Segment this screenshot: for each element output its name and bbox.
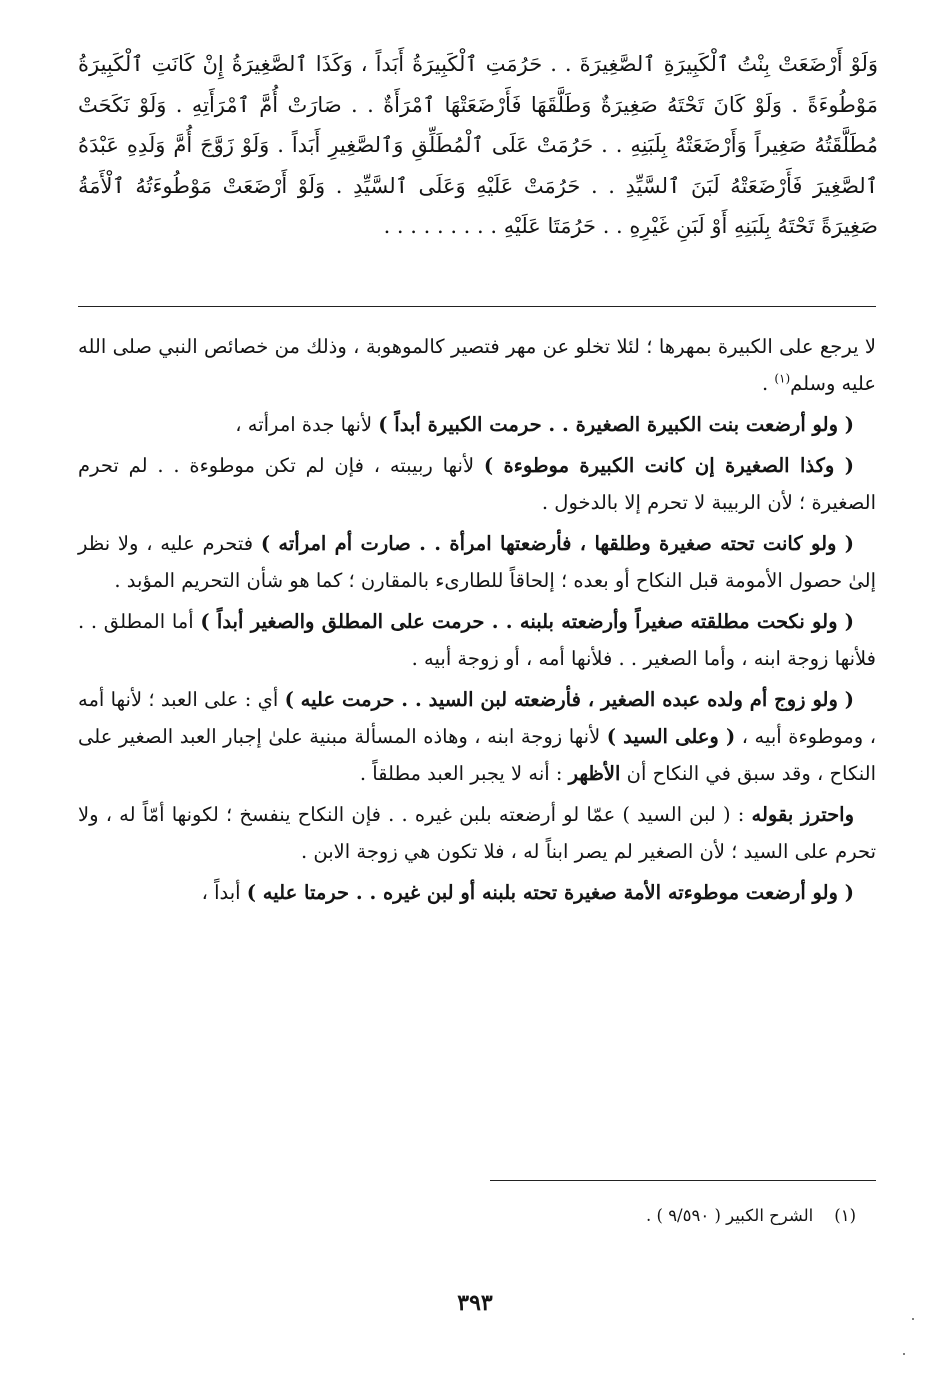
quoted-matn: ( وكذا الصغيرة إن كانت الكبيرة موطوءة ) [483, 454, 854, 477]
footnote [400, 1204, 856, 1228]
emphasis-term: واحترز بقوله [751, 803, 854, 826]
sharh-paragraph-6: ( ولو زوج أم ولده عبده الصغير ، فأرضعته لبن السيد . . حرمت عليه ) أي : على العبد ؛ لأنها أمه ، وموطوءة أبيه ، ( وعلى السيد ) لأنها زوجة ابنه ، وهاذه المسألة مبنية علىٰ إجبار العبد الصغير على النكاح ، وقد سبق في النكاح أن الأظهر : أنه لا يجبر العبد مطلقاً . [78, 688, 876, 785]
footnote-text: الشرح الكبير ( ٩/٥٩٠ ) . [646, 1206, 814, 1225]
footnote-separator-line [490, 1180, 876, 1181]
quoted-matn: ( ولو كانت تحته صغيرة وطلقها ، فأرضعتها امرأة . . صارت أم امرأته ) [260, 532, 854, 555]
quoted-matn: ( ولو أرضعت موطوءته الأمة صغيرة تحته بلبنه أو لبن غيره . . حرمتا عليه ) [246, 881, 854, 904]
page-number: ٣٩٣ [457, 1290, 493, 1316]
sharh-paragraph-7: واحترز بقوله : ( لبن السيد ) عمّا لو أرضعته بلبن غيره . . فإن النكاح ينفسخ ؛ لكونها أمّاً له ، ولا تحرم على السيد ؛ لأن الصغير لم يصر ابناً له ، فلا تكون هي زوجة الابن . [78, 803, 876, 863]
sharh-paragraph-2: ( ولو أرضعت بنت الكبيرة الصغيرة . . حرمت الكبيرة أبداً ) لأنها جدة امرأته ، [235, 413, 854, 436]
sharh-paragraph-8: ( ولو أرضعت موطوءته الأمة صغيرة تحته بلبنه أو لبن غيره . . حرمتا عليه ) أبداً ، [201, 881, 854, 904]
quoted-matn: ( ولو نكحت مطلقته صغيراً وأرضعته بلبنه . . حرمت على المطلق والصغير أبداً ) [200, 610, 855, 633]
sharh-paragraph-1: لا يرجع على الكبيرة بمهرها ؛ لئلا تخلو عن مهر فتصير كالموهوبة ، وذلك من خصائص النبي صلى الله عليه وسلم$^{(١)}$ . [78, 335, 876, 395]
quoted-matn: ( ولو زوج أم ولده عبده الصغير ، فأرضعته لبن السيد . . حرمت عليه ) [284, 688, 854, 711]
sharh-paragraph-5: ( ولو نكحت مطلقته صغيراً وأرضعته بلبنه . . حرمت على المطلق والصغير أبداً ) أما المطلق . . فلأنها زوجة ابنه ، وأما الصغير . . فلأنها أمه ، أو زوجة أبيه . [78, 610, 876, 670]
scan-speck [903, 1353, 905, 1355]
quoted-matn: ( وعلى السيد ) [606, 725, 736, 748]
scan-speck [912, 1318, 914, 1320]
sharh-commentary [78, 328, 876, 915]
matn-paragraph: وَلَوْ أَرْضَعَتْ بِنْتُ ٱلْكَبِيرَةِ ٱلصَّغِيرَةَ . . حَرُمَتِ ٱلْكَبِيرَةُ أَبَداً ، وَكَذَا ٱلصَّغِيرَةُ إِنْ كَانَتِ ٱلْكَبِيرَةُ مَوْطُوءَةً . وَلَوْ كَانَ تَحْتَهُ صَغِيرَةٌ وَطَلَّقَهَا فَأَرْضَعَتْهَا ٱمْرَأَةٌ . . صَارَتْ أُمَّ ٱمْرَأَتِهِ . وَلَوْ نَكَحَتْ مُطَلَّقَتُهُ صَغِيراً وَأَرْضَعَتْهُ بِلَبَنِهِ . . حَرُمَتْ عَلَى ٱلْمُطَلِّقِ وَٱلصَّغِيرِ أَبَداً . وَلَوْ زَوَّجَ أُمَّ وَلَدِهِ عَبْدَهُ ٱلصَّغِيرَ فَأَرْضَعَتْهُ لَبَنَ ٱلسَّيِّدِ . . حَرُمَتْ عَلَيْهِ وَعَلَى ٱلسَّيِّدِ . وَلَوْ أَرْضَعَتْ مَوْطُوءَتُهُ ٱلْأَمَةُ صَغِيرَةً تَحْتَهُ بِلَبَنِهِ أَوْ لَبَنِ غَيْرِهِ . . حَرُمَتَا عَلَيْهِ . . . . . . . . . [78, 52, 878, 238]
sharh-paragraph-4: ( ولو كانت تحته صغيرة وطلقها ، فأرضعتها امرأة . . صارت أم امرأته ) فتحرم عليه ، ولا نظر إلىٰ حصول الأمومة قبل النكاح أو بعده ؛ إلحاقاً للطارىء بالمقارن ؛ كما هو شأن التحريم المؤبد . [78, 532, 876, 592]
footnote-reference[interactable]: (١) [774, 371, 791, 386]
matn-separator-line [78, 306, 876, 307]
sharh-paragraph-3: ( وكذا الصغيرة إن كانت الكبيرة موطوءة ) لأنها ربيبته ، فإن لم تكن موطوءة . . لم تحرم الصغيرة ؛ لأن الربيبة لا تحرم إلا بالدخول . [78, 454, 876, 514]
footnote-number: (١) [834, 1206, 856, 1225]
matn-text-block [78, 44, 878, 247]
quoted-matn: ( ولو أرضعت بنت الكبيرة الصغيرة . . حرمت الكبيرة أبداً ) [378, 413, 854, 436]
emphasis-term: الأظهر [568, 762, 621, 785]
